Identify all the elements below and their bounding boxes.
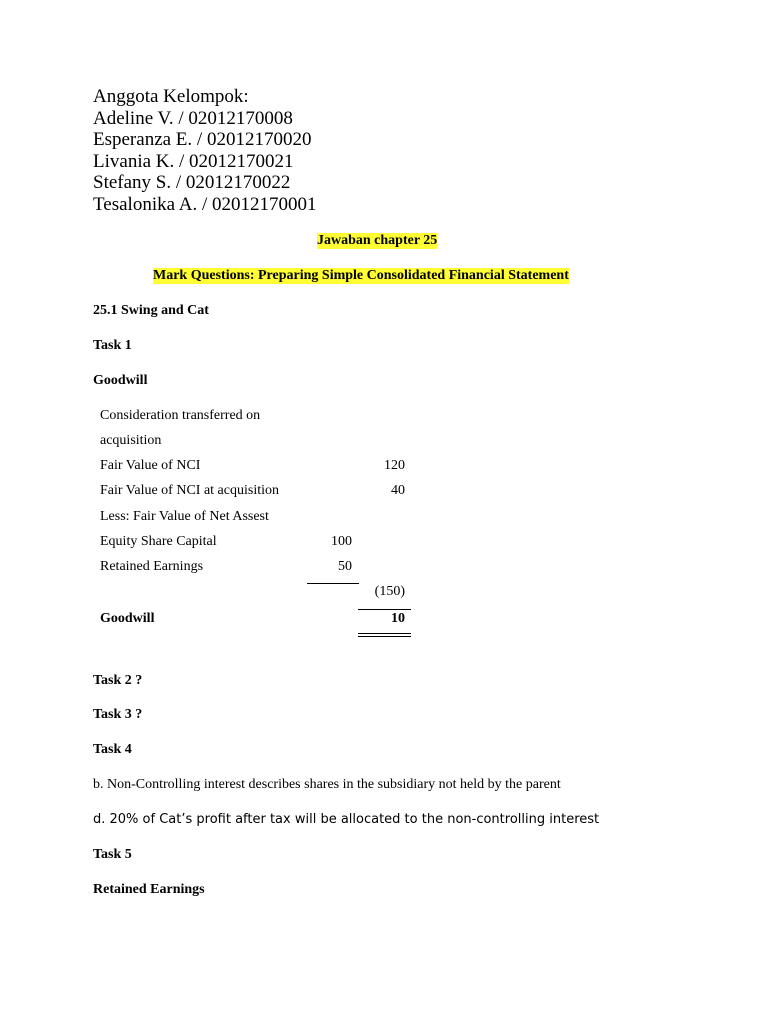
goodwill-heading: Goodwill — [93, 373, 148, 388]
group-title: Anggota Kelompok: — [93, 86, 249, 107]
retained-earnings-heading: Retained Earnings — [93, 882, 205, 897]
section-heading: 25.1 Swing and Cat — [93, 303, 209, 318]
row-fv-nci-acq-label: Fair Value of NCI at acquisition — [100, 483, 279, 498]
group-members-block — [93, 86, 316, 216]
goodwill-top-rule — [358, 609, 411, 610]
row-equity-label: Equity Share Capital — [100, 534, 217, 549]
task1-label: Task 1 — [93, 338, 132, 353]
row-retained-label: Retained Earnings — [100, 559, 204, 574]
row-fv-nci-acq-value: 40 — [391, 483, 405, 498]
row-fv-nci-label: Fair Value of NCI — [100, 458, 201, 473]
task2-label: Task 2 ? — [93, 673, 143, 688]
row-goodwill-label: Goodwill — [100, 611, 155, 626]
task5-label: Task 5 — [93, 847, 132, 862]
row-goodwill-value: 10 — [391, 611, 405, 626]
task4-label: Task 4 — [93, 742, 132, 757]
row-consideration-line2: acquisition — [100, 433, 162, 448]
goodwill-double-rule-2 — [358, 636, 411, 637]
row-equity-value: 100 — [331, 534, 352, 549]
goodwill-double-rule-1 — [358, 633, 411, 634]
task3-label: Task 3 ? — [93, 707, 143, 722]
member-3: Livania K. / 02012170021 — [93, 150, 294, 172]
member-4: Stefany S. / 02012170022 — [93, 172, 291, 194]
member-2: Esperanza E. / 02012170020 — [93, 129, 312, 151]
row-less-fv-label: Less: Fair Value of Net Assest — [100, 509, 269, 524]
chapter-title: Jawaban chapter 25 — [317, 233, 438, 248]
task4-answer-b: b. Non-Controlling interest describes shares in the subsidiary not held by the parent — [93, 777, 561, 792]
member-1: Adeline V. / 02012170008 — [93, 107, 293, 129]
task4-answer-d: d. 20% of Cat’s profit after tax will be allocated to the non-controlling interest — [93, 812, 600, 827]
row-consideration-line1: Consideration transferred on — [100, 408, 261, 423]
row-fv-nci-value: 120 — [384, 458, 405, 473]
row-subtotal-value: (150) — [374, 584, 405, 599]
row-retained-value: 50 — [338, 559, 352, 574]
member-5: Tesalonika A. / 02012170001 — [93, 193, 317, 215]
page-subtitle: Mark Questions: Preparing Simple Consolidated Financial Statement — [153, 268, 569, 283]
